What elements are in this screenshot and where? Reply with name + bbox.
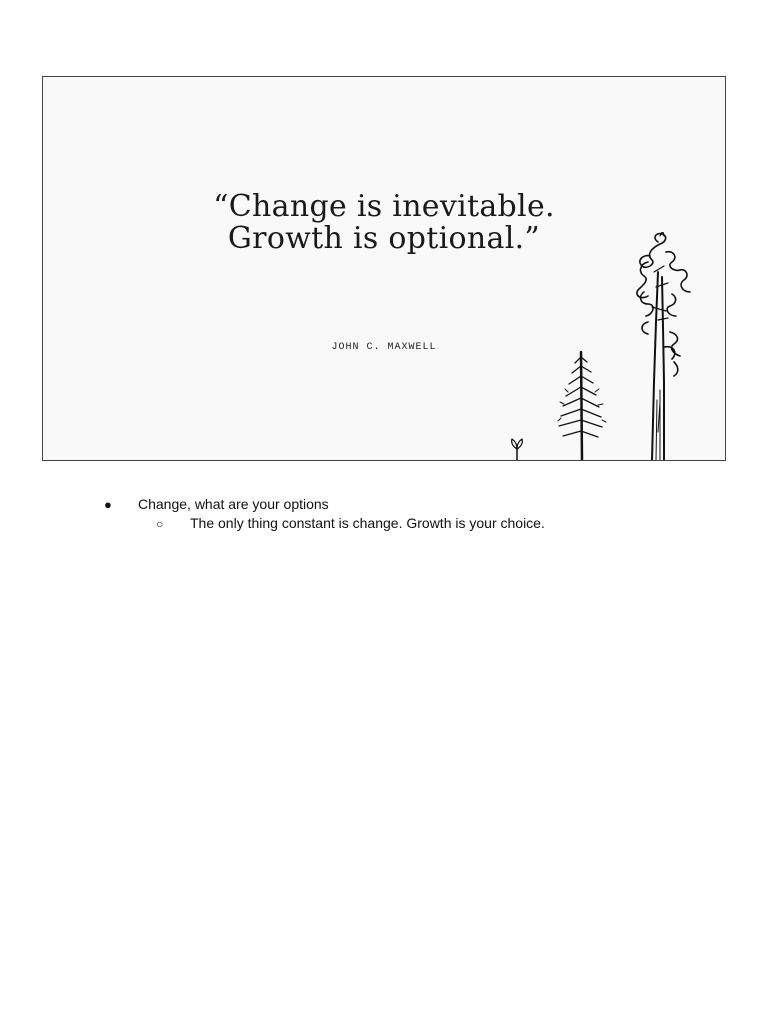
quote-line-2: Growth is optional.” bbox=[227, 221, 541, 256]
small-pine-icon bbox=[558, 352, 606, 460]
pine-trees-illustration bbox=[498, 232, 725, 460]
list-item bbox=[156, 515, 545, 531]
slide-frame bbox=[42, 76, 726, 461]
bullet-circle-icon: ○ bbox=[156, 517, 164, 531]
bullet-dot-icon: ● bbox=[104, 497, 112, 512]
bullet-text: Change, what are your options bbox=[138, 496, 329, 512]
bullet-text: The only thing constant is change. Growth is your choice. bbox=[190, 515, 545, 531]
quote-line-1: “Change is inevitable. bbox=[213, 189, 555, 224]
list-item bbox=[104, 496, 329, 512]
tall-tree-icon bbox=[637, 232, 690, 460]
sprout-icon bbox=[512, 439, 523, 460]
quote-author: JOHN C. MAXWELL bbox=[331, 342, 437, 353]
